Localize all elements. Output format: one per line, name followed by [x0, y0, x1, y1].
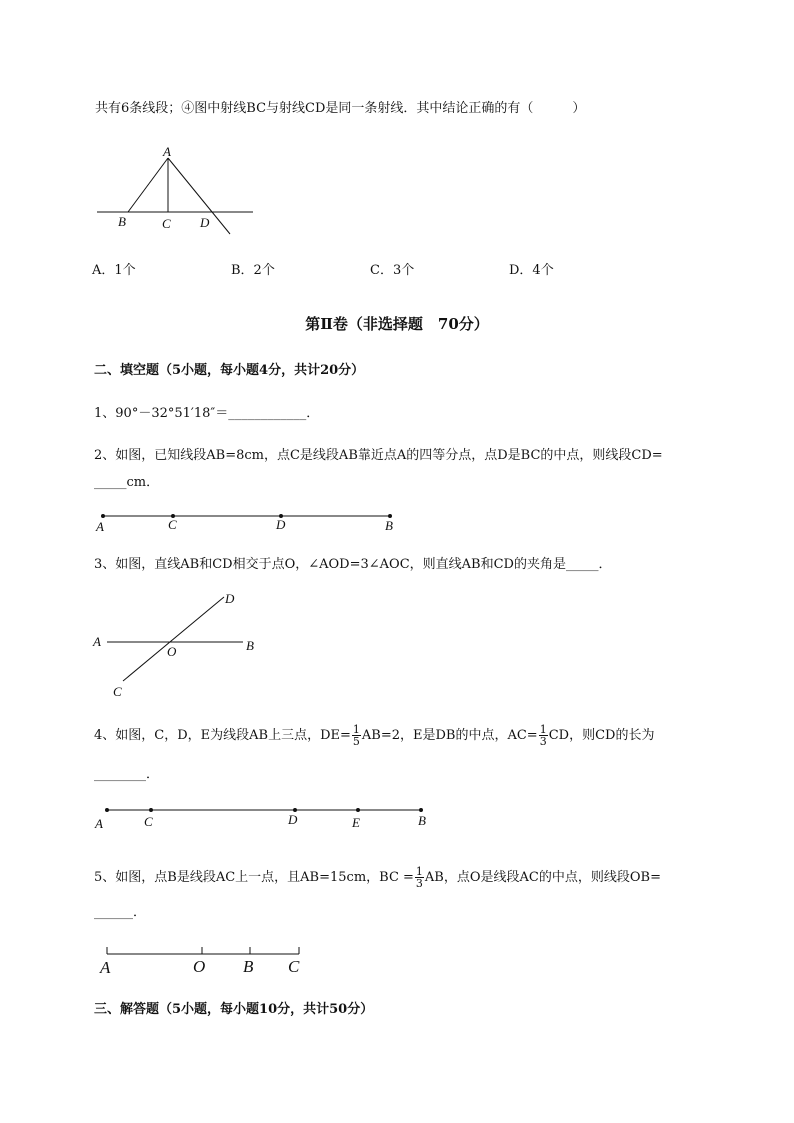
q4-frac1-num: 1 — [352, 723, 360, 736]
label-D: D — [200, 215, 210, 230]
question-tail-text: 共有6条线段；④图中射线BC与射线CD是同一条射线．其中结论正确的有（ ） — [95, 101, 586, 116]
q3-label-O: O — [167, 644, 177, 659]
q4-line2: ________． — [94, 767, 160, 782]
q5-label-A: A — [100, 958, 111, 977]
q4-post: CD，则CD的长为 — [548, 728, 655, 743]
q2-label-B: B — [385, 518, 393, 533]
option-d[interactable]: D．4个 — [509, 263, 554, 278]
q5-pre: 5、如图，点B是线段AC上一点，且AB=15cm，BC = — [94, 870, 414, 885]
q5-line2: ______． — [94, 905, 147, 920]
q3-label-A: A — [93, 634, 101, 649]
q2-line2: _____cm． — [94, 475, 160, 490]
q5-label-O: O — [193, 957, 206, 976]
label-A: A — [163, 144, 171, 159]
q3-label-B: B — [246, 638, 254, 653]
q3-label-D: D — [225, 591, 235, 606]
q3-label-C: C — [113, 684, 122, 699]
q4-frac2-num: 1 — [539, 723, 547, 736]
option-b[interactable]: B．2个 — [231, 263, 275, 278]
q5-frac-num: 1 — [415, 865, 423, 878]
q5-frac-den: 3 — [415, 877, 423, 890]
q5-label-C: C — [288, 957, 300, 976]
part-title: 第Ⅱ卷（非选择题 70分） — [305, 315, 489, 333]
q4-label-B: B — [418, 813, 426, 828]
q4-label-C: C — [144, 814, 153, 829]
q5-label-B: B — [243, 957, 254, 976]
q4-label-E: E — [352, 815, 360, 830]
q4-pre: 4、如图，C，D，E为线段AB上三点，DE= — [94, 728, 351, 743]
q1-text: 1、90°－32°51′18″＝____________． — [94, 406, 320, 421]
label-C: C — [162, 216, 171, 231]
q4-mid: AB=2，E是DB的中点，AC= — [361, 728, 538, 743]
q5-post: AB，点O是线段AC的中点，则线段OB= — [424, 870, 661, 885]
q2-label-A: A — [96, 519, 104, 534]
q4-frac1-den: 5 — [352, 735, 360, 748]
q2-label-D: D — [276, 517, 286, 532]
label-B: B — [118, 214, 126, 229]
q2-label-C: C — [168, 517, 177, 532]
q4-frac2-den: 3 — [539, 735, 547, 748]
option-a[interactable]: A．1个 — [92, 263, 136, 278]
section-fill-heading: 二、填空题（5小题，每小题4分，共计20分） — [94, 363, 365, 378]
q2-line1: 2、如图，已知线段AB=8cm，点C是线段AB靠近点A的四等分点，点D是BC的中点，则线段CD= — [94, 448, 663, 463]
q4-label-D: D — [288, 812, 298, 827]
q3-text: 3、如图，直线AB和CD相交于点O，∠AOD=3∠AOC，则直线AB和CD的夹角是_____． — [94, 557, 612, 572]
section-solve-heading: 三、解答题（5小题，每小题10分，共计50分） — [94, 1002, 374, 1017]
option-c[interactable]: C．3个 — [370, 263, 415, 278]
q4-label-A: A — [95, 816, 103, 831]
